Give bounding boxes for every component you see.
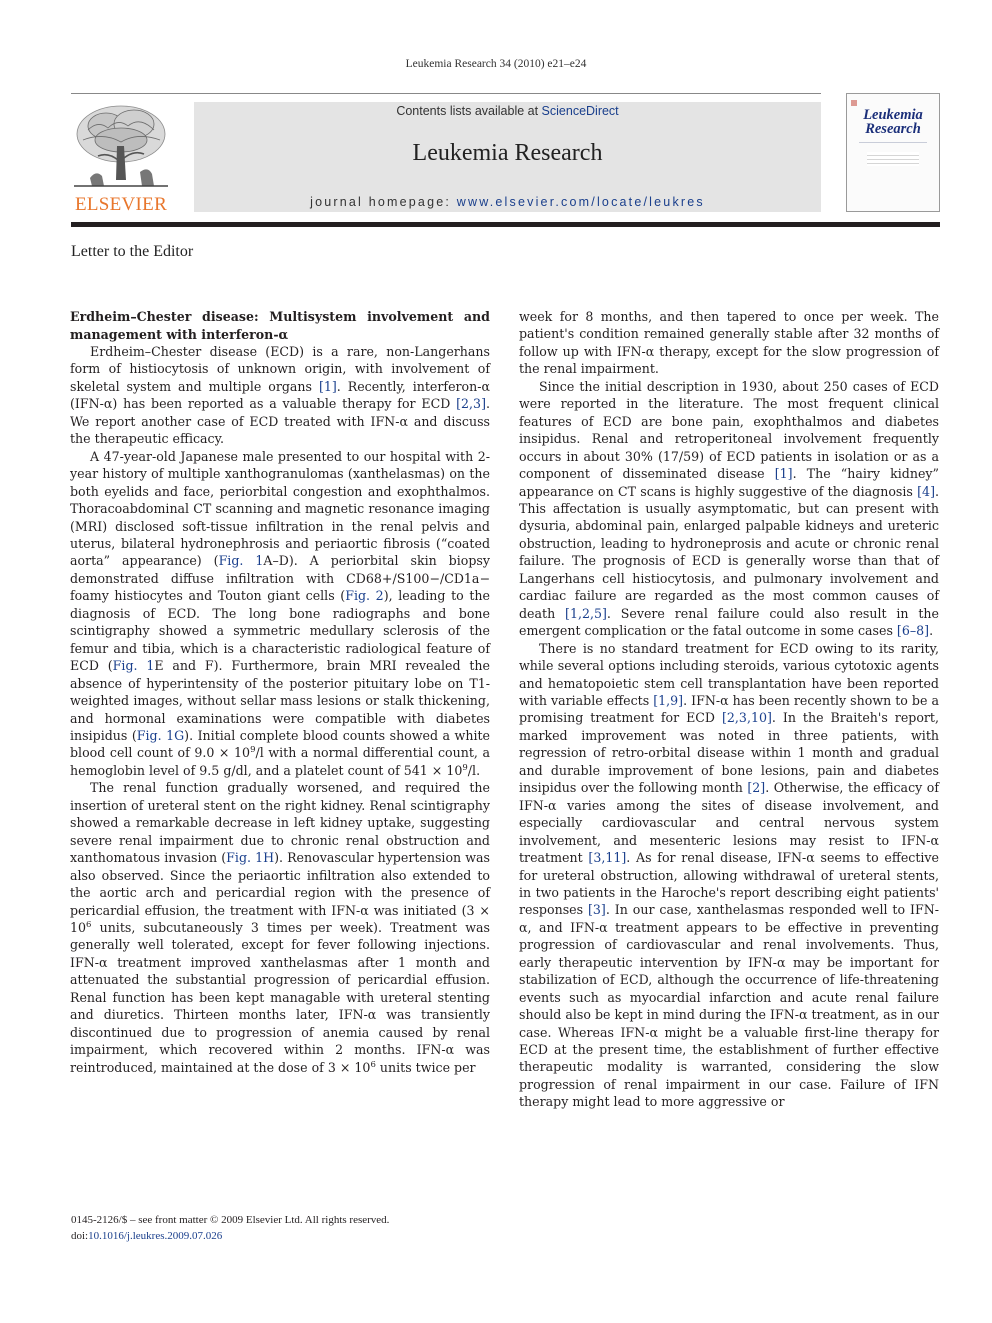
text-run: . We report another case of ECD treated with IFN-α and discuss the therapeutic efficacy. xyxy=(70,396,490,447)
text-run: . Severe renal failure could also result in the emergent complication or the fatal outcome in some cases xyxy=(519,605,939,639)
journal-title: Leukemia Research xyxy=(412,140,603,166)
left-column xyxy=(70,308,490,1076)
text-run: /l with a normal differential count, a hemoglobin level of 9.5 g/dl, and a platelet count of 541 × 10 xyxy=(70,745,490,778)
text-run: Since the initial description in 1930, about 250 cases of ECD were reported in the literature. The most frequent clinical features of ECD are bone pain, exophthalmos and diabetes insipidus. Renal and retroperitoneal involvement frequently occurs in about 30% (17/59) of ECD patients in isolation or as a component of disseminated disease xyxy=(519,378,939,482)
citation-link[interactable]: [1,9] xyxy=(653,692,684,708)
citation-link[interactable]: [2,3] xyxy=(456,396,486,412)
text-run: units, subcutaneously 3 times per week). Treatment was generally well tolerated, except for fever following injections. IFN-α treatment improved xanthelasmas after 1 month and attenuated the substantial progression of pericardial effusion. Renal function has been kept managable with ureteral stenting and diuretics. Thirteen months later, IFN-α was transiently discontinued due to progression of anemia caused by renal impairment, which recovered within 2 months. IFN-α was reintroduced, maintained at the dose of 3 × 10 xyxy=(70,919,490,1075)
superscript: 9 xyxy=(250,745,256,756)
text-run: ), leading to the diagnosis of ECD. The long bone radiographs and bone scintigraphy showed a symmetric medullary sclerosis of the femur and tibia, which is a characteristic radiological feature of ECD ( xyxy=(70,588,490,674)
right-column-body xyxy=(519,308,939,1111)
text-run: There is no standard treatment for ECD owing to its rarity, while several options including steroids, various cytotoxic agents and hematopoietic stem cell transplantation have been reported with variable effects xyxy=(519,640,939,708)
citation-link[interactable]: [1] xyxy=(774,466,793,482)
text-run: ). Initial complete blood counts showed a white blood cell count of 9.0 × 10 xyxy=(70,727,490,761)
elsevier-tree-icon xyxy=(68,100,174,192)
text-run: A–D). A periorbital skin biopsy demonstrated diffuse infiltration with CD68+/S100−/CD1a− foamy histiocytes and Touton giant cells ( xyxy=(70,553,490,604)
text-run: week for 8 months, and then tapered to once per week. The patient's condition remained generally stable after 32 months of follow up with IFN-α therapy, except for the slow progression of the renal impairment. xyxy=(519,309,939,377)
sciencedirect-link[interactable]: ScienceDirect xyxy=(541,104,619,118)
cover-title xyxy=(847,108,939,136)
superscript: 6 xyxy=(370,1059,376,1070)
article-type-label: Letter to the Editor xyxy=(71,243,194,260)
journal-masthead xyxy=(194,102,821,212)
cover-title-line1: Leukemia xyxy=(863,107,923,123)
text-run: . In our case, xanthelasmas responded well to IFN-α, and IFN-α treatment appears to be effective in preventing progression of cardiovascular and renal involvements. Thus, early therapeutic intervention by IFN-α may be important for stabilization of ECD, although the occurrence of life-threatening events such as myocardial infarction and acute renal failure should also be kept in mind during the IFN-α treatment, as in our case. Whereas IFN-α might be a valuable first-line therapy for ECD at the present time, the establishment of further effective therapeutic modality is warranted, considering the slow progression of renal impairment in our case. Failure of IFN therapy might lead to more aggressive or xyxy=(519,902,939,1110)
cover-accent xyxy=(851,100,857,106)
cover-title-line2: Research xyxy=(865,121,921,137)
journal-cover-thumbnail[interactable] xyxy=(846,93,940,212)
superscript: 9 xyxy=(462,762,468,773)
masthead-rule xyxy=(71,222,940,227)
text-run: . IFN-α has been recently shown to be a promising treatment for ECD xyxy=(519,692,939,726)
citation-link[interactable]: [2] xyxy=(747,780,766,796)
figure-link[interactable]: Fig. 1 xyxy=(218,553,264,569)
text-run: . This affectation is usually asymptomatic, but can present with dysuria, abdominal pain, enlarged palpable kidneys and ureteric obstruction, leading to hydroneprosis and acute or chronic renal failure. The prognosis of ECD is generally worse than that of Langerhans cell histiocytosis, and pulmonary involvement and cardiac failure are regarded as the most common causes of death xyxy=(519,483,939,621)
journal-homepage xyxy=(194,195,821,209)
text-run: units twice per xyxy=(375,1059,476,1075)
text-run: ). Renovascular hypertension was also observed. Since the periaortic infiltration also extended to the aortic arch and pericardial region with the presence of pericardial effusion, the treatment with IFN-α was initiated (3 × 10 xyxy=(70,850,490,935)
copyright-line: 0145-2126/$ – see front matter © 2009 Elsevier Ltd. All rights reserved. xyxy=(71,1214,390,1226)
figure-link[interactable]: Fig. 1H xyxy=(226,850,275,866)
right-column xyxy=(519,308,939,1111)
cover-text-lines xyxy=(867,152,919,166)
figure-link[interactable]: Fig. 1G xyxy=(136,727,185,743)
figure-link[interactable]: Fig. 2 xyxy=(345,588,384,604)
citation-link[interactable]: [3,11] xyxy=(588,850,627,866)
contents-prefix: Contents lists available at xyxy=(396,104,542,118)
footer xyxy=(71,1212,389,1244)
body-paragraph xyxy=(70,779,490,1076)
citation-link[interactable]: [6–8] xyxy=(896,623,930,639)
figure-link[interactable]: Fig. 1 xyxy=(112,658,155,674)
text-run: . Otherwise, the efficacy of IFN-α varies among the sites of disease involvement, and especially cardiovascular and central nervous system involvement, and mesenteric lesions may resist to IFN-α treatment xyxy=(519,780,939,866)
text-run: . As for renal disease, IFN-α seems to effective for ureteral obstruction, allowing withdrawal of ureteral stents, in two patients in the Haroche's report describing eight patients' responses xyxy=(519,850,939,918)
elsevier-logo[interactable] xyxy=(68,100,174,216)
contents-line xyxy=(194,104,821,118)
body-paragraph xyxy=(519,378,939,640)
cover-divider xyxy=(859,142,927,143)
text-run: E and F). Furthermore, brain MRI revealed the absence of hyperintensity of the posterior pituitary lobe on T1-weighted images, without sellar mass lesions or stalk thickening, and hormonal examinations were compatible with diabetes insipidus ( xyxy=(70,658,490,743)
body-paragraph xyxy=(519,308,939,378)
text-run: /l. xyxy=(467,762,481,778)
publisher-wordmark: ELSEVIER xyxy=(74,194,168,215)
text-run: . The “hairy kidney” appearance on CT scans is highly suggestive of the diagnosis xyxy=(519,466,939,499)
citation-link[interactable]: [4] xyxy=(917,483,935,499)
body-paragraph xyxy=(70,343,490,448)
article-title: Erdheim–Chester disease: Multisystem involvement and management with interferon-α xyxy=(70,309,490,342)
text-run: The renal function gradually worsened, and required the insertion of ureteral stent on the right kidney. Renal scintigraphy showed a remarkable decrease in left kidney uptake, suggesting severe renal impairment due to chronic renal obstruction and xanthomatous invasion ( xyxy=(70,780,490,866)
homepage-prefix: journal homepage: xyxy=(310,195,457,209)
text-run: . In the Braiteh's report, marked improvement was noted in three patients, with regression of retro-orbital disease within 1 month and gradual and durable improvement of bone lesions, pain and diabetes insipidus over the following month xyxy=(519,710,939,796)
text-run: . xyxy=(929,623,934,639)
text-run: A 47-year-old Japanese male presented to our hospital with 2-year history of multiple xanthogranulomas (xanthelasmas) on the both eyelids and face, periorbital congestion and exophthalmos. Thoracoabdominal CT scanning and magnetic resonance imaging (MRI) disclosed soft-tissue infiltration in the renal pelvis and uterus, bilateral hydronephrosis and periaortic fibrosis (“coated aorta” appearance) ( xyxy=(70,448,490,569)
citation-link[interactable]: [3] xyxy=(588,902,606,918)
text-run: . Recently, interferon-α (IFN-α) has been reported as a valuable therapy for ECD xyxy=(70,378,490,412)
body-paragraph xyxy=(70,448,490,780)
citation-link[interactable]: [2,3,10] xyxy=(722,710,772,726)
text-run: Erdheim–Chester disease (ECD) is a rare, non-Langerhans form of histiocytosis of unknown origin, with involvement of skeletal system and multiple organs xyxy=(70,344,490,394)
left-column-body xyxy=(70,343,490,1076)
doi-line xyxy=(71,1228,389,1244)
citation-link[interactable]: [1] xyxy=(318,378,337,394)
doi-link[interactable]: 10.1016/j.leukres.2009.07.026 xyxy=(88,1230,223,1242)
citation-link[interactable]: [1,2,5] xyxy=(565,605,607,621)
homepage-link[interactable]: www.elsevier.com/locate/leukres xyxy=(456,195,705,209)
doi-prefix: doi: xyxy=(71,1230,89,1242)
header-rule xyxy=(71,93,821,94)
body-paragraph xyxy=(519,640,939,1111)
running-head: Leukemia Research 34 (2010) e21–e24 xyxy=(405,58,587,70)
superscript: 6 xyxy=(86,919,92,930)
